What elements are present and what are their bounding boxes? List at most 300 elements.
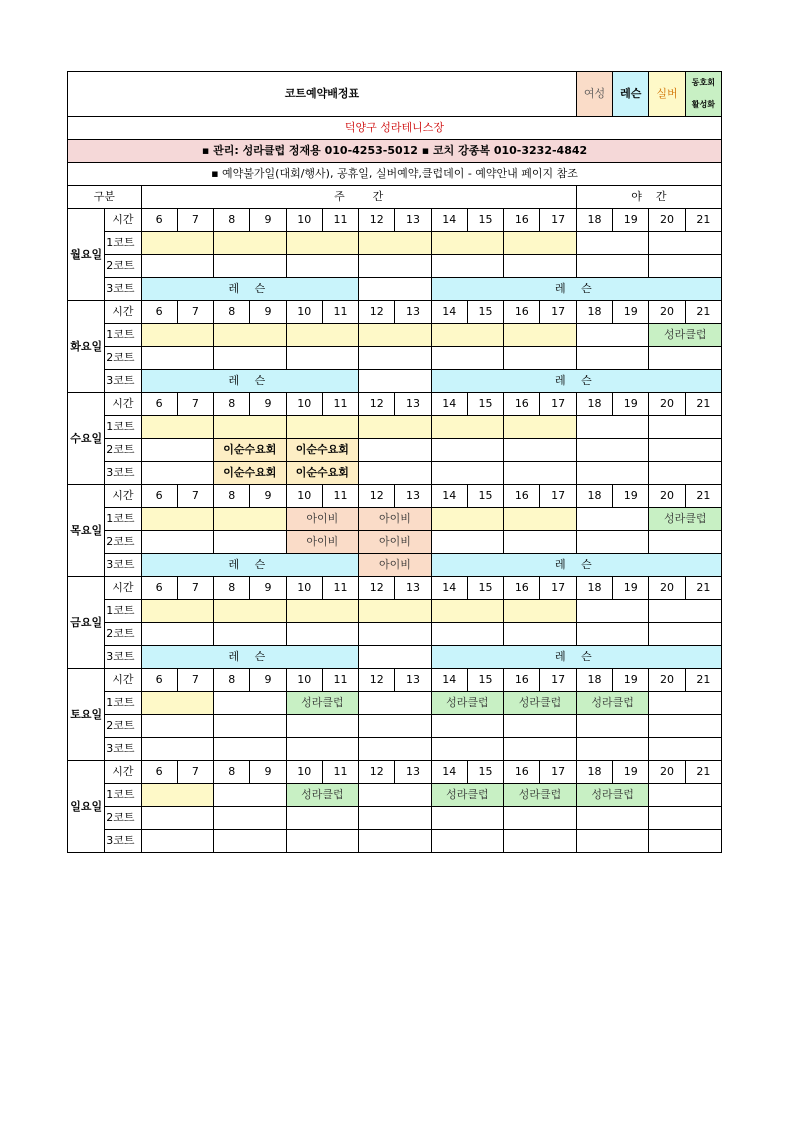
court-label: 3코트 <box>105 830 141 853</box>
booking-slot[interactable]: 레 슨 <box>431 554 721 577</box>
hour-cell: 8 <box>214 209 250 232</box>
empty-slot[interactable] <box>431 462 504 485</box>
booking-slot[interactable]: 이순수요회 <box>214 439 287 462</box>
hour-cell: 16 <box>504 301 540 324</box>
empty-slot[interactable] <box>504 232 577 255</box>
reservation-table <box>67 71 722 853</box>
booking-slot[interactable]: 아이비 <box>286 508 359 531</box>
hour-cell: 18 <box>576 485 612 508</box>
court-row <box>68 623 722 646</box>
empty-slot[interactable] <box>576 508 649 531</box>
legend-lesson: 레슨 <box>613 72 649 117</box>
hour-cell: 8 <box>214 669 250 692</box>
empty-slot[interactable] <box>286 255 359 278</box>
empty-slot[interactable] <box>504 462 577 485</box>
empty-slot[interactable] <box>286 623 359 646</box>
hour-cell: 15 <box>467 761 503 784</box>
hour-cell: 17 <box>540 393 576 416</box>
empty-slot[interactable] <box>649 692 722 715</box>
hour-cell: 12 <box>359 669 395 692</box>
booking-slot[interactable]: 이순수요회 <box>286 439 359 462</box>
hour-cell: 8 <box>214 393 250 416</box>
empty-slot[interactable] <box>359 439 432 462</box>
hour-cell: 13 <box>395 485 431 508</box>
category-header: 구분 <box>68 186 142 209</box>
empty-slot[interactable] <box>431 347 504 370</box>
empty-slot[interactable] <box>431 600 504 623</box>
hour-cell: 8 <box>214 301 250 324</box>
empty-slot[interactable] <box>504 807 577 830</box>
hour-cell: 7 <box>177 485 213 508</box>
booking-slot[interactable]: 아이비 <box>359 531 432 554</box>
hour-cell: 12 <box>359 393 395 416</box>
court-label: 1코트 <box>105 324 141 347</box>
management-info: ▪ 관리: 성라클럽 정재용 010-4253-5012 ▪ 코치 강종복 010-3232-4842 <box>68 140 722 163</box>
court-label: 2코트 <box>105 347 141 370</box>
empty-slot[interactable] <box>649 232 722 255</box>
empty-slot[interactable] <box>431 508 504 531</box>
court-row <box>68 232 722 255</box>
empty-slot[interactable] <box>286 347 359 370</box>
hour-cell: 9 <box>250 485 286 508</box>
empty-slot[interactable] <box>504 738 577 761</box>
hour-cell: 21 <box>685 485 721 508</box>
club-name: 덕양구 성라테니스장 <box>68 117 722 140</box>
empty-slot[interactable] <box>504 416 577 439</box>
hour-cell: 16 <box>504 393 540 416</box>
empty-slot[interactable] <box>214 531 287 554</box>
court-label: 2코트 <box>105 439 141 462</box>
empty-slot[interactable] <box>576 462 649 485</box>
hour-cell: 21 <box>685 577 721 600</box>
empty-slot[interactable] <box>141 600 214 623</box>
hour-cell: 10 <box>286 577 322 600</box>
hour-cell: 13 <box>395 393 431 416</box>
empty-slot[interactable] <box>359 347 432 370</box>
hour-row <box>68 301 722 324</box>
empty-slot[interactable] <box>576 531 649 554</box>
empty-slot[interactable] <box>649 784 722 807</box>
empty-slot[interactable] <box>649 462 722 485</box>
hour-cell: 12 <box>359 761 395 784</box>
empty-slot[interactable] <box>431 531 504 554</box>
empty-slot[interactable] <box>359 255 432 278</box>
empty-slot[interactable] <box>214 347 287 370</box>
hour-cell: 7 <box>177 669 213 692</box>
hour-cell: 20 <box>649 485 685 508</box>
court-label: 2코트 <box>105 807 141 830</box>
empty-slot[interactable] <box>286 232 359 255</box>
empty-slot[interactable] <box>214 232 287 255</box>
hour-cell: 18 <box>576 209 612 232</box>
court-label: 1코트 <box>105 232 141 255</box>
empty-slot[interactable] <box>504 531 577 554</box>
empty-slot[interactable] <box>504 830 577 853</box>
empty-slot[interactable] <box>214 623 287 646</box>
hour-cell: 16 <box>504 761 540 784</box>
booking-slot[interactable]: 성라클럽 <box>649 508 722 531</box>
empty-slot[interactable] <box>431 232 504 255</box>
empty-slot[interactable] <box>214 508 287 531</box>
booking-slot[interactable]: 성라클럽 <box>431 784 504 807</box>
time-label: 시간 <box>105 577 141 600</box>
management-row <box>68 140 722 163</box>
empty-slot[interactable] <box>214 416 287 439</box>
empty-slot[interactable] <box>504 439 577 462</box>
empty-slot[interactable] <box>141 347 214 370</box>
legend-club-line1: 동호회 <box>691 78 715 87</box>
empty-slot[interactable] <box>431 715 504 738</box>
time-label: 시간 <box>105 669 141 692</box>
empty-slot[interactable] <box>649 600 722 623</box>
booking-slot[interactable]: 성라클럽 <box>431 692 504 715</box>
hour-cell: 17 <box>540 209 576 232</box>
empty-slot[interactable] <box>214 830 287 853</box>
empty-slot[interactable] <box>359 370 432 393</box>
hour-row <box>68 669 722 692</box>
hour-cell: 13 <box>395 577 431 600</box>
court-row <box>68 715 722 738</box>
hour-cell: 21 <box>685 301 721 324</box>
booking-slot[interactable]: 성라클럽 <box>649 324 722 347</box>
hour-cell: 7 <box>177 209 213 232</box>
hour-row <box>68 393 722 416</box>
day-label: 일요일 <box>68 761 105 853</box>
hour-cell: 20 <box>649 301 685 324</box>
time-label: 시간 <box>105 485 141 508</box>
empty-slot[interactable] <box>359 462 432 485</box>
empty-slot[interactable] <box>431 324 504 347</box>
empty-slot[interactable] <box>359 715 432 738</box>
day-label: 금요일 <box>68 577 105 669</box>
hour-cell: 17 <box>540 669 576 692</box>
hour-cell: 7 <box>177 301 213 324</box>
hour-cell: 18 <box>576 393 612 416</box>
court-label: 1코트 <box>105 692 141 715</box>
hour-cell: 19 <box>613 209 649 232</box>
empty-slot[interactable] <box>359 232 432 255</box>
hour-cell: 11 <box>322 485 358 508</box>
hour-cell: 14 <box>431 485 467 508</box>
hour-cell: 12 <box>359 485 395 508</box>
court-label: 2코트 <box>105 715 141 738</box>
hour-cell: 20 <box>649 209 685 232</box>
hour-row <box>68 209 722 232</box>
hour-row <box>68 761 722 784</box>
daytime-header: 주 간 <box>141 186 576 209</box>
section-header-row <box>68 186 722 209</box>
hour-cell: 19 <box>613 761 649 784</box>
hour-cell: 20 <box>649 761 685 784</box>
day-label: 화요일 <box>68 301 105 393</box>
court-row <box>68 278 722 301</box>
empty-slot[interactable] <box>431 830 504 853</box>
hour-cell: 20 <box>649 393 685 416</box>
night-header: 야 간 <box>576 186 721 209</box>
empty-slot[interactable] <box>359 416 432 439</box>
empty-slot[interactable] <box>141 830 214 853</box>
empty-slot[interactable] <box>576 255 649 278</box>
empty-slot[interactable] <box>214 784 287 807</box>
court-row <box>68 646 722 669</box>
hour-cell: 14 <box>431 761 467 784</box>
hour-cell: 14 <box>431 577 467 600</box>
empty-slot[interactable] <box>214 715 287 738</box>
empty-slot[interactable] <box>359 738 432 761</box>
empty-slot[interactable] <box>359 692 432 715</box>
hour-row <box>68 485 722 508</box>
reservation-sheet <box>67 71 722 853</box>
booking-slot[interactable]: 레 슨 <box>431 278 721 301</box>
hour-cell: 8 <box>214 577 250 600</box>
hour-cell: 14 <box>431 301 467 324</box>
court-row <box>68 692 722 715</box>
hour-cell: 18 <box>576 577 612 600</box>
booking-slot[interactable]: 성라클럽 <box>504 692 577 715</box>
hour-cell: 15 <box>467 577 503 600</box>
court-row <box>68 324 722 347</box>
time-label: 시간 <box>105 301 141 324</box>
title-row <box>68 72 722 117</box>
hour-cell: 17 <box>540 761 576 784</box>
empty-slot[interactable] <box>214 255 287 278</box>
booking-slot[interactable]: 이순수요회 <box>214 462 287 485</box>
hour-cell: 16 <box>504 209 540 232</box>
hour-cell: 18 <box>576 669 612 692</box>
empty-slot[interactable] <box>504 324 577 347</box>
hour-cell: 15 <box>467 485 503 508</box>
hour-cell: 15 <box>467 301 503 324</box>
hour-cell: 9 <box>250 669 286 692</box>
hour-cell: 9 <box>250 577 286 600</box>
empty-slot[interactable] <box>576 623 649 646</box>
empty-slot[interactable] <box>359 784 432 807</box>
empty-slot[interactable] <box>649 738 722 761</box>
empty-slot[interactable] <box>286 324 359 347</box>
empty-slot[interactable] <box>431 439 504 462</box>
empty-slot[interactable] <box>141 255 214 278</box>
empty-slot[interactable] <box>431 623 504 646</box>
hour-cell: 11 <box>322 669 358 692</box>
hour-cell: 13 <box>395 209 431 232</box>
legend-silver: 실버 <box>649 72 685 117</box>
empty-slot[interactable] <box>141 462 214 485</box>
hour-cell: 19 <box>613 393 649 416</box>
empty-slot[interactable] <box>504 347 577 370</box>
hour-cell: 12 <box>359 209 395 232</box>
booking-slot[interactable]: 아이비 <box>359 508 432 531</box>
empty-slot[interactable] <box>431 416 504 439</box>
hour-cell: 16 <box>504 669 540 692</box>
empty-slot[interactable] <box>431 738 504 761</box>
court-row <box>68 255 722 278</box>
empty-slot[interactable] <box>141 738 214 761</box>
hour-cell: 14 <box>431 393 467 416</box>
empty-slot[interactable] <box>141 232 214 255</box>
booking-slot[interactable]: 성라클럽 <box>286 692 359 715</box>
hour-cell: 11 <box>322 577 358 600</box>
empty-slot[interactable] <box>359 278 432 301</box>
booking-slot[interactable]: 레 슨 <box>431 370 721 393</box>
court-row <box>68 439 722 462</box>
empty-slot[interactable] <box>359 646 432 669</box>
day-label: 월요일 <box>68 209 105 301</box>
hour-cell: 7 <box>177 577 213 600</box>
hour-cell: 11 <box>322 209 358 232</box>
empty-slot[interactable] <box>359 600 432 623</box>
empty-slot[interactable] <box>649 439 722 462</box>
hour-cell: 13 <box>395 301 431 324</box>
empty-slot[interactable] <box>141 416 214 439</box>
court-label: 2코트 <box>105 255 141 278</box>
empty-slot[interactable] <box>286 830 359 853</box>
empty-slot[interactable] <box>576 439 649 462</box>
hour-cell: 12 <box>359 301 395 324</box>
court-row <box>68 370 722 393</box>
hour-cell: 11 <box>322 761 358 784</box>
empty-slot[interactable] <box>431 807 504 830</box>
hour-cell: 6 <box>141 577 177 600</box>
court-label: 1코트 <box>105 416 141 439</box>
booking-slot[interactable]: 아이비 <box>359 554 432 577</box>
empty-slot[interactable] <box>431 255 504 278</box>
time-label: 시간 <box>105 393 141 416</box>
booking-slot[interactable]: 레 슨 <box>141 278 359 301</box>
empty-slot[interactable] <box>504 715 577 738</box>
empty-slot[interactable] <box>286 600 359 623</box>
hour-cell: 6 <box>141 209 177 232</box>
day-label: 수요일 <box>68 393 105 485</box>
notice-text: ▪ 예약불가일(대회/행사), 공휴일, 실버예약,클럽데이 - 예약안내 페이지 참조 <box>68 163 722 186</box>
court-label: 3코트 <box>105 462 141 485</box>
court-row <box>68 416 722 439</box>
empty-slot[interactable] <box>141 692 214 715</box>
empty-slot[interactable] <box>649 623 722 646</box>
court-row <box>68 462 722 485</box>
empty-slot[interactable] <box>214 738 287 761</box>
hour-cell: 19 <box>613 669 649 692</box>
hour-cell: 6 <box>141 393 177 416</box>
page-title: 코트예약배정표 <box>68 72 577 117</box>
empty-slot[interactable] <box>649 715 722 738</box>
court-row <box>68 554 722 577</box>
empty-slot[interactable] <box>286 738 359 761</box>
empty-slot[interactable] <box>649 416 722 439</box>
empty-slot[interactable] <box>214 600 287 623</box>
empty-slot[interactable] <box>576 600 649 623</box>
empty-slot[interactable] <box>576 807 649 830</box>
booking-slot[interactable]: 레 슨 <box>141 370 359 393</box>
empty-slot[interactable] <box>214 692 287 715</box>
empty-slot[interactable] <box>649 531 722 554</box>
hour-cell: 10 <box>286 301 322 324</box>
booking-slot[interactable]: 이순수요회 <box>286 462 359 485</box>
empty-slot[interactable] <box>141 508 214 531</box>
empty-slot[interactable] <box>576 416 649 439</box>
hour-cell: 18 <box>576 301 612 324</box>
empty-slot[interactable] <box>576 324 649 347</box>
empty-slot[interactable] <box>286 807 359 830</box>
hour-cell: 19 <box>613 301 649 324</box>
empty-slot[interactable] <box>649 830 722 853</box>
club-row <box>68 117 722 140</box>
hour-cell: 20 <box>649 669 685 692</box>
empty-slot[interactable] <box>141 807 214 830</box>
court-row <box>68 508 722 531</box>
legend-club <box>685 72 721 117</box>
empty-slot[interactable] <box>504 255 577 278</box>
time-label: 시간 <box>105 761 141 784</box>
empty-slot[interactable] <box>504 623 577 646</box>
empty-slot[interactable] <box>141 439 214 462</box>
empty-slot[interactable] <box>649 255 722 278</box>
empty-slot[interactable] <box>576 738 649 761</box>
booking-slot[interactable]: 레 슨 <box>141 646 359 669</box>
hour-cell: 19 <box>613 485 649 508</box>
hour-cell: 15 <box>467 393 503 416</box>
booking-slot[interactable]: 성라클럽 <box>286 784 359 807</box>
court-label: 3코트 <box>105 738 141 761</box>
hour-cell: 15 <box>467 209 503 232</box>
hour-cell: 11 <box>322 301 358 324</box>
empty-slot[interactable] <box>214 324 287 347</box>
booking-slot[interactable]: 성라클럽 <box>576 784 649 807</box>
empty-slot[interactable] <box>141 715 214 738</box>
hour-cell: 8 <box>214 761 250 784</box>
empty-slot[interactable] <box>649 347 722 370</box>
empty-slot[interactable] <box>141 784 214 807</box>
hour-cell: 10 <box>286 761 322 784</box>
booking-slot[interactable]: 아이비 <box>286 531 359 554</box>
empty-slot[interactable] <box>141 324 214 347</box>
empty-slot[interactable] <box>214 807 287 830</box>
hour-cell: 8 <box>214 485 250 508</box>
court-row <box>68 784 722 807</box>
empty-slot[interactable] <box>576 347 649 370</box>
hour-cell: 21 <box>685 393 721 416</box>
booking-slot[interactable]: 성라클럽 <box>576 692 649 715</box>
court-label: 2코트 <box>105 623 141 646</box>
empty-slot[interactable] <box>141 623 214 646</box>
hour-cell: 9 <box>250 301 286 324</box>
hour-cell: 17 <box>540 301 576 324</box>
court-label: 1코트 <box>105 600 141 623</box>
empty-slot[interactable] <box>504 508 577 531</box>
empty-slot[interactable] <box>504 600 577 623</box>
empty-slot[interactable] <box>576 830 649 853</box>
hour-cell: 14 <box>431 669 467 692</box>
booking-slot[interactable]: 레 슨 <box>431 646 721 669</box>
booking-slot[interactable]: 성라클럽 <box>504 784 577 807</box>
empty-slot[interactable] <box>359 807 432 830</box>
court-label: 1코트 <box>105 508 141 531</box>
booking-slot[interactable]: 레 슨 <box>141 554 359 577</box>
empty-slot[interactable] <box>359 830 432 853</box>
hour-cell: 19 <box>613 577 649 600</box>
empty-slot[interactable] <box>141 531 214 554</box>
court-label: 3코트 <box>105 554 141 577</box>
empty-slot[interactable] <box>576 715 649 738</box>
empty-slot[interactable] <box>576 232 649 255</box>
empty-slot[interactable] <box>286 715 359 738</box>
empty-slot[interactable] <box>359 623 432 646</box>
empty-slot[interactable] <box>359 324 432 347</box>
court-row <box>68 807 722 830</box>
empty-slot[interactable] <box>649 807 722 830</box>
hour-cell: 16 <box>504 577 540 600</box>
hour-cell: 16 <box>504 485 540 508</box>
empty-slot[interactable] <box>286 416 359 439</box>
